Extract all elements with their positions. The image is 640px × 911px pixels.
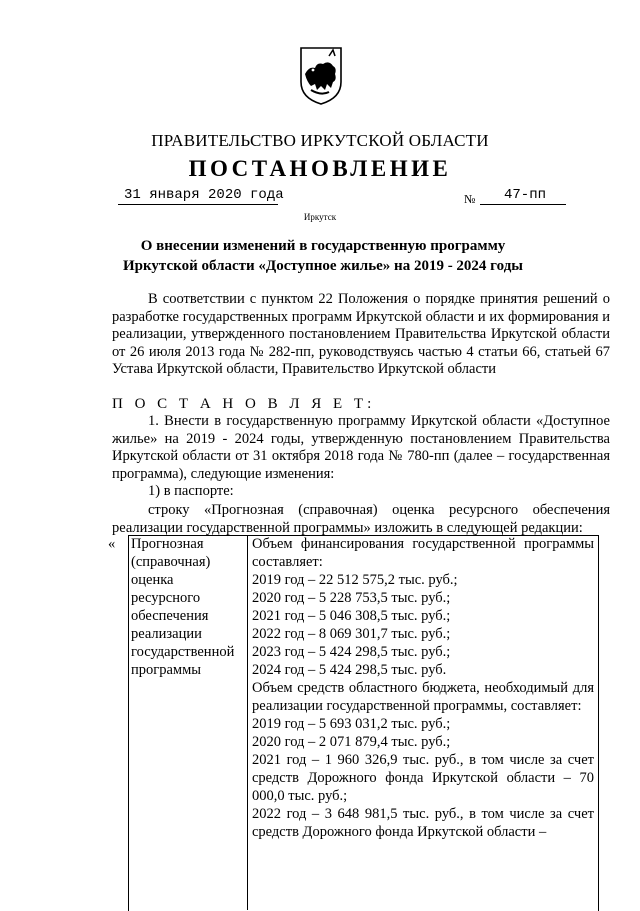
number-sign: № — [464, 192, 476, 206]
irkutsk-coat-of-arms-icon — [299, 46, 343, 106]
left-cell-line: оценка — [131, 572, 174, 588]
left-cell-line: ресурсного — [131, 590, 201, 606]
regional-funding-line: 2019 год – 5 693 031,2 тыс. руб.; — [252, 716, 451, 732]
left-cell-line: обеспечения — [131, 608, 209, 624]
item-1-paragraph: 1. Внести в государственную программу Иркутской области «Доступное жилье» на 2019 - 2024 годы, утвержденную постановлением Правительства Иркутской области от 31 октября 2018 года № 780-пп (далее – государственная программа), следующие изменения: — [112, 413, 610, 482]
government-name: ПРАВИТЕЛЬСТВО ИРКУТСКОЙ ОБЛАСТИ — [151, 131, 489, 150]
table-right-cell — [252, 535, 594, 841]
document-date: 31 января 2020 года — [124, 187, 284, 203]
total-funding-line: 2022 год – 8 069 301,7 тыс. руб.; — [252, 626, 451, 642]
total-funding-line: 2019 год – 22 512 575,2 тыс. руб.; — [252, 572, 458, 588]
left-cell-line: программы — [131, 662, 201, 678]
date-underline — [118, 204, 278, 205]
regional-funding-heading: Объем средств областного бюджета, необходимый для реализации государственной программы, составляет: — [252, 680, 594, 714]
number-underline — [480, 204, 566, 205]
regional-funding-line: 2021 год – 1 960 326,9 тыс. руб., в том числе за счет средств Дорожного фонда Иркутской области – 70 000,0 тыс. руб.; — [252, 752, 594, 804]
left-cell-line: реализации — [131, 626, 202, 642]
left-cell-line: государственной — [131, 644, 235, 660]
regional-funding-line: 2022 год – 3 648 981,5 тыс. руб., в том числе за счет средств Дорожного фонда Иркутской области – — [252, 806, 594, 840]
left-cell-line: Прогнозная — [131, 536, 204, 552]
document-type: ПОСТАНОВЛЕНИЕ — [188, 156, 452, 181]
table-left-cell — [131, 535, 243, 679]
table-column-divider — [247, 535, 248, 910]
document-city: Иркутск — [303, 212, 337, 222]
total-funding-line: 2021 год – 5 046 308,5 тыс. руб.; — [252, 608, 451, 624]
opening-quote: « — [108, 536, 116, 552]
item-1-1-paragraph: 1) в паспорте: — [148, 483, 234, 499]
document-number: 47-пп — [504, 187, 547, 203]
document-title: О внесении изменений в государственную программу Иркутской области «Доступное жилье» на 2019 - 2024 годы — [122, 238, 523, 274]
left-cell-line: (справочная) — [131, 554, 211, 570]
total-funding-line: 2024 год – 5 424 298,5 тыс. руб. — [252, 662, 447, 678]
total-funding-line: 2023 год – 5 424 298,5 тыс. руб.; — [252, 644, 451, 660]
decree-word: П О С Т А Н О В Л Я Е Т: — [112, 396, 376, 412]
total-funding-heading: Объем финансирования государственной программы составляет: — [252, 536, 594, 570]
instruction-paragraph: строку «Прогнозная (справочная) оценка ресурсного обеспечения реализации государственной программы» изложить в следующей редакции: — [112, 502, 610, 536]
regional-funding-line: 2020 год – 2 071 879,4 тыс. руб.; — [252, 734, 451, 750]
preamble-paragraph: В соответствии с пунктом 22 Положения о порядке принятия решений о разработке государственных программ Иркутской области и их формирования и реализации, утвержденного постановлением Правительства Иркутской области от 26 июля 2013 года № 282-пп, руководствуясь частью 4 статьи 66, статьей 67 Устава Иркутской области, Правительство Иркутской области — [112, 291, 610, 377]
total-funding-line: 2020 год – 5 228 753,5 тыс. руб.; — [252, 590, 451, 606]
